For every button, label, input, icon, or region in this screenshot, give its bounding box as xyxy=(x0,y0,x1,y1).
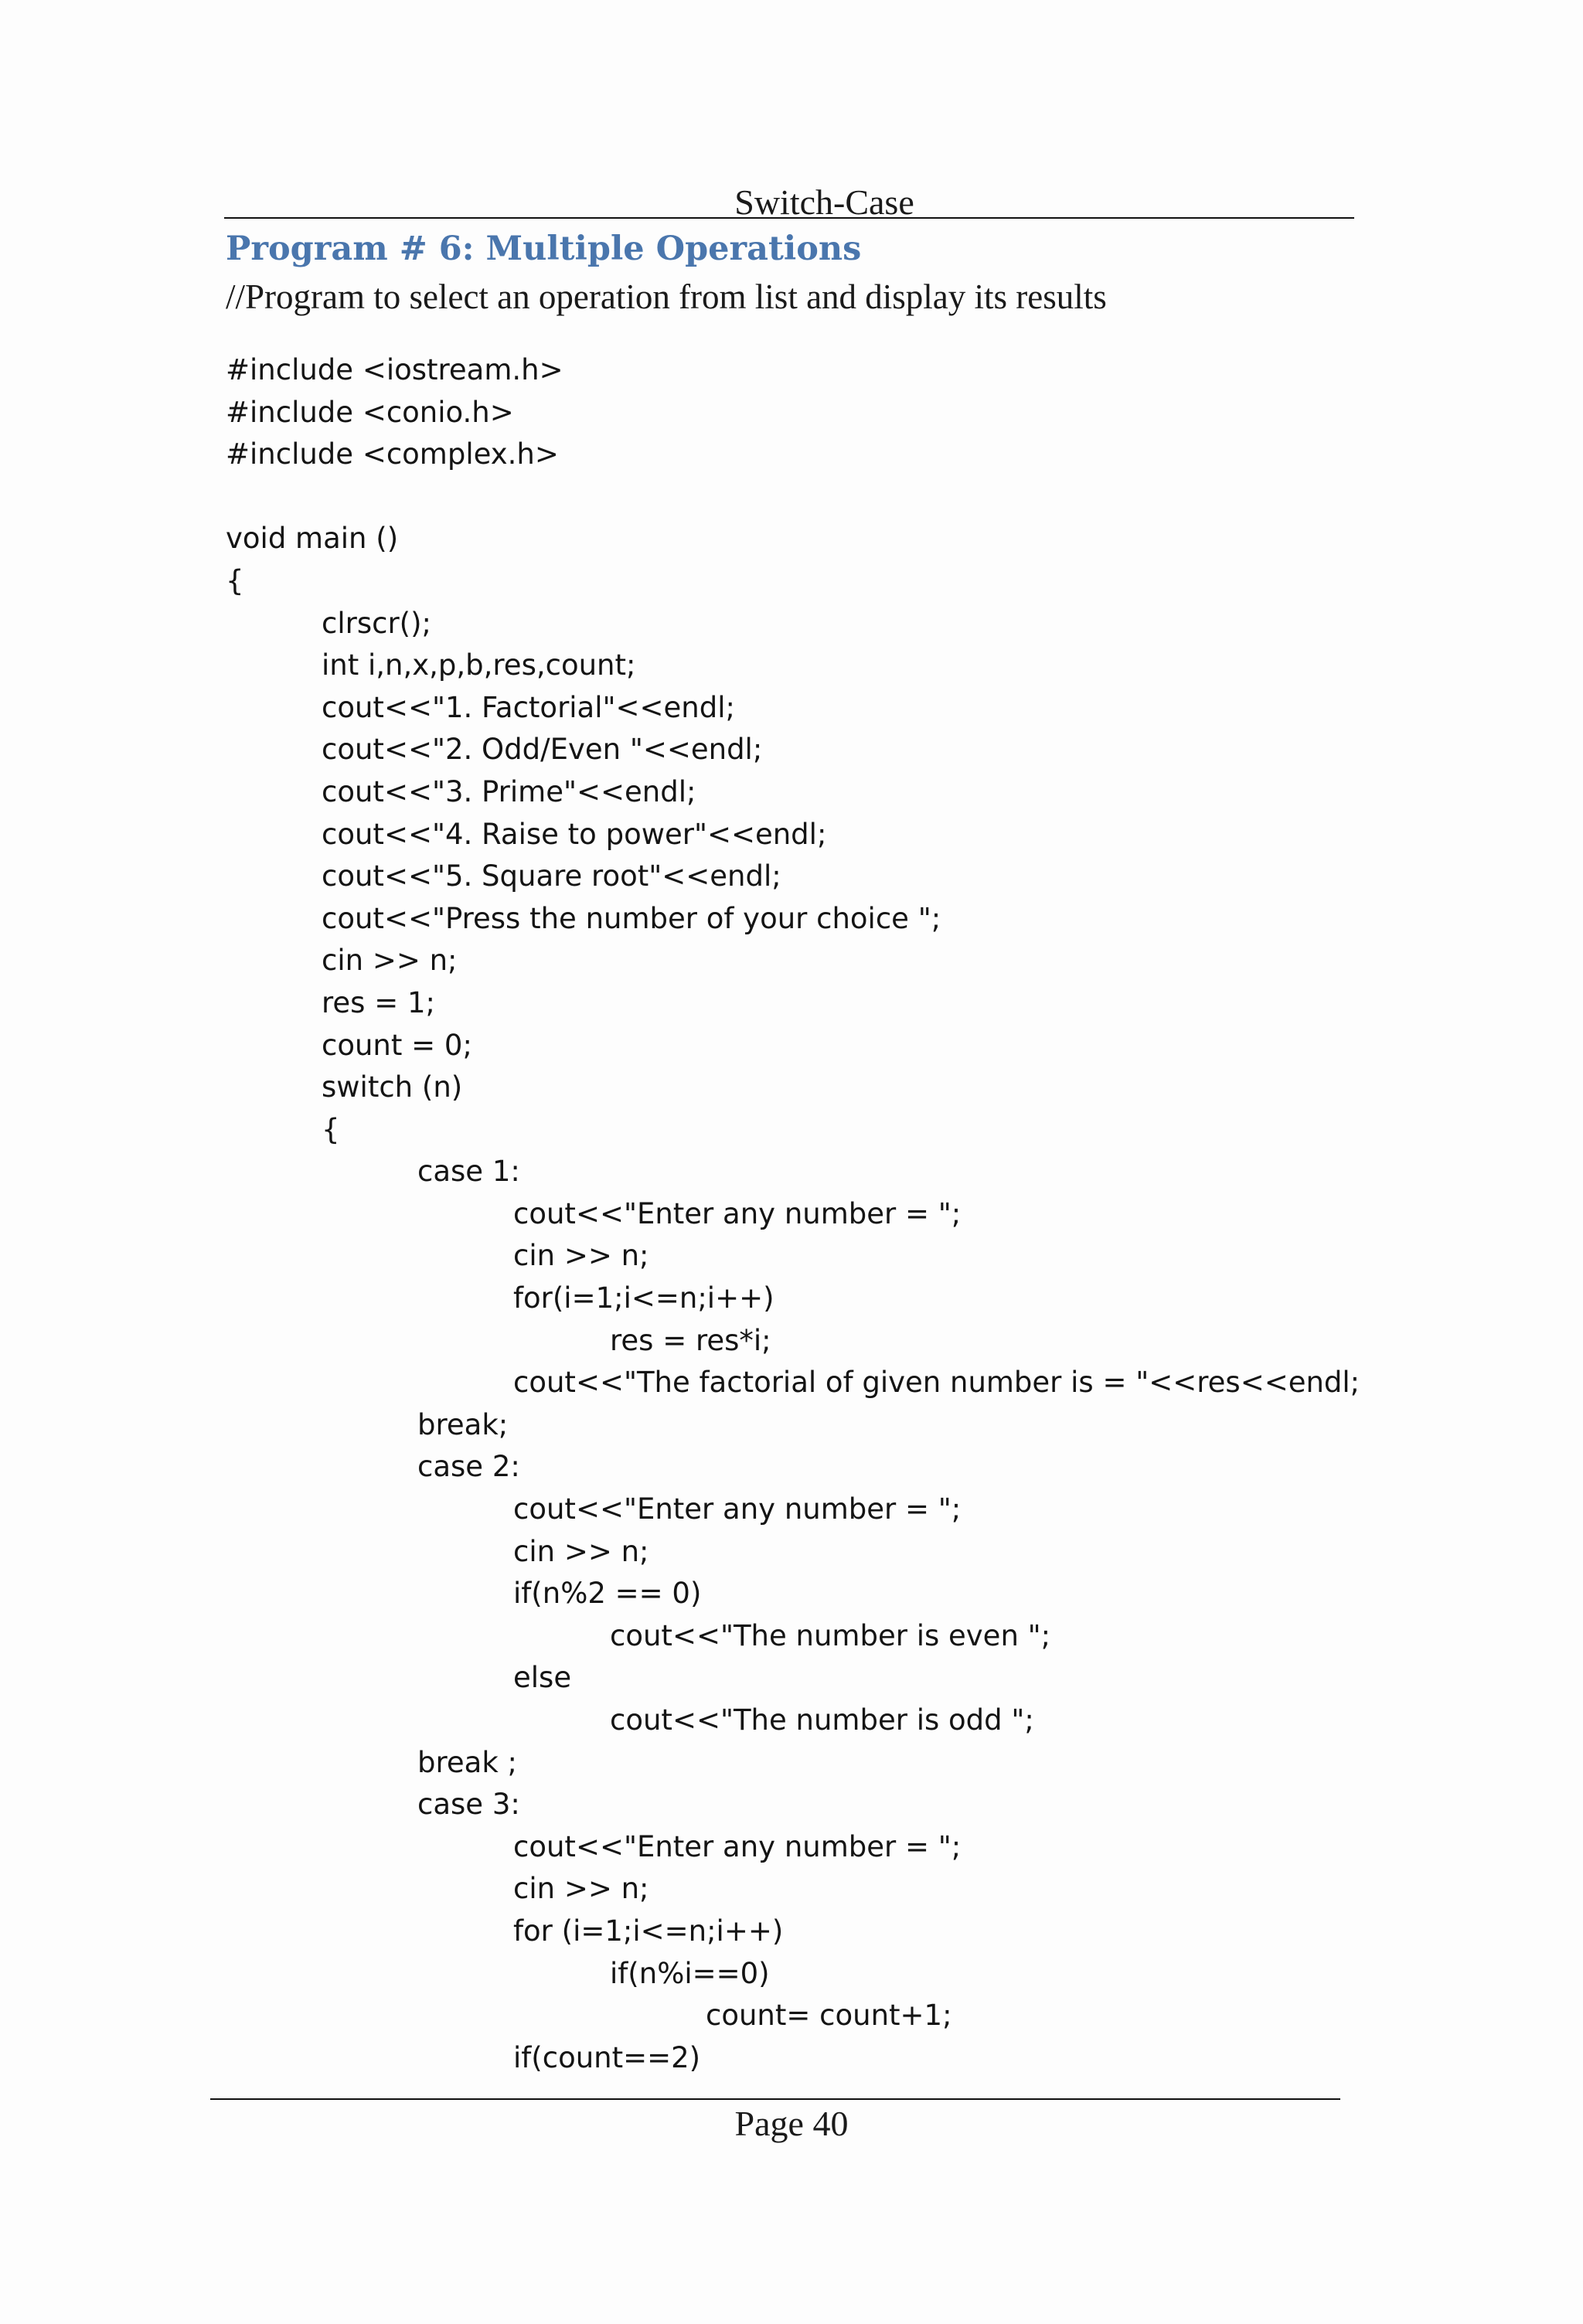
code-line: cout<<"2. Odd/Even "<<endl; xyxy=(322,733,763,767)
code-line: for(i=1;i<=n;i++) xyxy=(513,1281,774,1315)
code-line: break; xyxy=(417,1407,509,1441)
code-line: switch (n) xyxy=(322,1070,463,1104)
code-line: if(count==2) xyxy=(513,2040,701,2074)
code-block xyxy=(226,349,1360,2079)
code-line: clrscr(); xyxy=(322,606,432,640)
code-line: cin >> n; xyxy=(513,1872,649,1906)
code-line: case 1: xyxy=(417,1155,520,1189)
code-line: case 2: xyxy=(417,1450,520,1484)
code-line: cin >> n; xyxy=(322,944,458,978)
code-line: cout<<"3. Prime"<<endl; xyxy=(322,774,696,808)
program-title: Program # 6: Multiple Operations xyxy=(226,230,862,268)
code-line: cout<<"Enter any number = "; xyxy=(513,1492,962,1526)
code-line: res = res*i; xyxy=(610,1323,771,1357)
code-line: int i,n,x,p,b,res,count; xyxy=(322,648,636,682)
code-line: cin >> n; xyxy=(513,1534,649,1568)
running-header: Switch-Case xyxy=(734,182,914,222)
code-line: cout<<"The factorial of given number is = "<<res<<endl; xyxy=(513,1366,1360,1400)
code-line: res = 1; xyxy=(322,985,435,1019)
code-line: else xyxy=(513,1661,572,1695)
code-line: if(n%2 == 0) xyxy=(513,1577,702,1611)
code-line: cout<<"1. Factorial"<<endl; xyxy=(322,690,735,724)
code-line: { xyxy=(322,1112,340,1146)
code-line: count = 0; xyxy=(322,1028,472,1062)
code-line: #include <conio.h> xyxy=(226,395,514,429)
code-line: for (i=1;i<=n;i++) xyxy=(513,1914,784,1948)
code-line: { xyxy=(226,563,244,597)
code-line: cout<<"The number is odd "; xyxy=(610,1703,1034,1737)
code-line: cout<<"Enter any number = "; xyxy=(513,1829,962,1863)
code-line: if(n%i==0) xyxy=(610,1956,770,1990)
header-rule xyxy=(224,217,1354,219)
code-line xyxy=(226,476,1360,519)
code-line: cout<<"The number is even "; xyxy=(610,1618,1051,1652)
code-line: #include <complex.h> xyxy=(226,437,559,471)
code-line: cin >> n; xyxy=(513,1239,649,1273)
code-line: #include <iostream.h> xyxy=(226,353,563,386)
program-comment: //Program to select an operation from list and display its results xyxy=(226,277,1107,316)
code-line: case 3: xyxy=(417,1788,520,1822)
code-line: cout<<"5. Square root"<<endl; xyxy=(322,859,781,893)
code-line: count= count+1; xyxy=(706,1999,952,2033)
code-line: cout<<"4. Raise to power"<<endl; xyxy=(322,817,827,851)
code-line: cout<<"Press the number of your choice "; xyxy=(322,901,941,935)
code-line: void main () xyxy=(226,522,399,556)
page-number: Page 40 xyxy=(734,2104,849,2143)
footer-rule xyxy=(210,2098,1340,2100)
code-line: cout<<"Enter any number = "; xyxy=(513,1196,962,1230)
code-line: break ; xyxy=(417,1745,517,1779)
